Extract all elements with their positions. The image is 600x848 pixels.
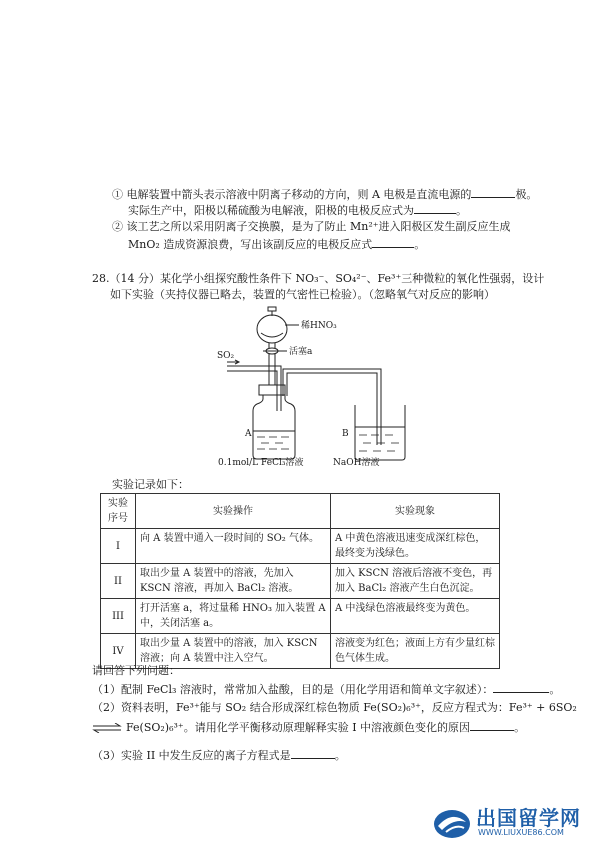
flask-a-letter: A bbox=[245, 429, 252, 439]
logo-emblem-icon bbox=[432, 802, 472, 842]
q27-item1-text1: ① 电解装置中箭头表示溶液中阴离子移动的方向，则 A 电极是直流电源的 bbox=[112, 188, 472, 201]
answer-blank[interactable] bbox=[470, 719, 514, 731]
watermark-logo bbox=[432, 800, 592, 844]
qa3-end: 。 bbox=[334, 749, 346, 762]
qa2-line1: （2）资料表明，Fe³⁺能与 SO₂ 结合形成深红棕色物质 Fe(SO₂)₆³⁺，反应方程式为：Fe³⁺ + 6SO₂ bbox=[92, 701, 577, 714]
answer-blank[interactable] bbox=[493, 681, 549, 693]
q27-item1-line1 bbox=[112, 186, 537, 202]
row-observation: 溶液变为红色；液面上方有少量红棕色气体生成。 bbox=[331, 634, 500, 669]
qa3-line bbox=[92, 747, 346, 763]
qa2-text2: Fe(SO₂)₆³⁺。请用化学平衡移动原理解释实验 I 中溶液颜色变化的原因 bbox=[126, 721, 471, 734]
header-operation: 实验操作 bbox=[136, 494, 331, 529]
qa1-line bbox=[92, 681, 560, 697]
qa3-text: （3）实验 II 中发生反应的离子方程式是 bbox=[92, 749, 291, 762]
flask-a-solution-label: 0.1mol/L FeCl₃溶液 bbox=[218, 458, 304, 468]
row-operation: 向 A 装置中通入一段时间的 SO₂ 气体。 bbox=[136, 529, 331, 564]
row-no: IV bbox=[101, 634, 136, 669]
answer-blank[interactable] bbox=[372, 236, 414, 248]
row-no: II bbox=[101, 564, 136, 599]
q27-item1-line2 bbox=[128, 202, 467, 218]
funnel-stopper bbox=[268, 307, 276, 311]
q27-item1-end2: 。 bbox=[456, 204, 467, 217]
experiment-table bbox=[100, 493, 500, 669]
header-observation: 实验现象 bbox=[331, 494, 500, 529]
so2-inlet-tube bbox=[227, 366, 281, 411]
q27-item1-end1: 极。 bbox=[515, 188, 538, 201]
table-row bbox=[101, 564, 500, 599]
header-no: 实验 序号 bbox=[101, 494, 136, 529]
funnel-bulb bbox=[257, 315, 287, 343]
flask-a bbox=[253, 395, 295, 459]
row-no: III bbox=[101, 599, 136, 634]
record-title: 实验记录如下： bbox=[112, 478, 189, 491]
row-operation: 打开活塞 a，将过量稀 HNO₃ 加入装置 A 中，关闭活塞 a。 bbox=[136, 599, 331, 634]
q27-item2-line1: ② 该工艺之所以采用阴离子交换膜，是为了防止 Mn²⁺进入阳极区发生副反应生成 bbox=[112, 220, 511, 233]
so2-label: SO₂ bbox=[217, 351, 235, 361]
row-operation: 取出少量 A 装置中的溶液，先加入 KSCN 溶液，再加入 BaCl₂ 溶液。 bbox=[136, 564, 331, 599]
valve-label: 活塞a bbox=[289, 347, 313, 357]
qa2-end: 。 bbox=[514, 721, 526, 734]
q27-item1-text2: 实际生产中，阳极以稀硫酸为电解液，阳极的电极反应式为 bbox=[128, 204, 414, 217]
q27-item2-text2: MnO₂ 造成资源浪费，写出该副反应的电极反应式 bbox=[128, 238, 373, 251]
equilibrium-arrow-icon bbox=[92, 723, 122, 733]
answer-intro: 请回答下列问题： bbox=[92, 664, 180, 677]
qa1-end: 。 bbox=[549, 683, 561, 696]
qa1-text: （1）配制 FeCl₃ 溶液时，常常加入盐酸，目的是（用化学用语和简单文字叙述）： bbox=[92, 683, 494, 696]
logo-brand-text: 出国留学网 bbox=[476, 806, 581, 830]
row-operation: 取出少量 A 装置中的溶液，加入 KSCN 溶液；向 A 装置中注入空气。 bbox=[136, 634, 331, 669]
row-observation: 加入 KSCN 溶液后溶液不变色，再加入 BaCl₂ 溶液产生白色沉淀。 bbox=[331, 564, 500, 599]
table-header-row bbox=[101, 494, 500, 529]
q28-line1: 28.（14 分）某化学小组探究酸性条件下 NO₃⁻、SO₄²⁻、Fe³⁺三种微粒的氧化性强弱，设计 bbox=[92, 272, 545, 285]
logo-url-text: WWW.LIUXUE86.COM bbox=[478, 828, 564, 837]
answer-blank[interactable] bbox=[471, 186, 515, 198]
answer-blank[interactable] bbox=[414, 202, 456, 214]
outlet-tube bbox=[283, 369, 381, 445]
answer-blank[interactable] bbox=[291, 747, 335, 759]
flask-b-letter: B bbox=[342, 429, 349, 439]
flask-b-solution-label: NaOH溶液 bbox=[333, 458, 380, 468]
q28-line2: 如下实验（夹持仪器已略去，装置的气密性已检验）。（忽略氧气对反应的影响） bbox=[110, 288, 495, 301]
funnel-label: 稀HNO₃ bbox=[301, 321, 337, 331]
flask-a-liquid-hatch bbox=[257, 437, 289, 449]
q27-item2-end2: 。 bbox=[414, 238, 426, 251]
table-row bbox=[101, 529, 500, 564]
row-observation: A 中浅绿色溶液最终变为黄色。 bbox=[331, 599, 500, 634]
funnel-liquid bbox=[261, 333, 283, 337]
table-row bbox=[101, 599, 500, 634]
qa2-line2 bbox=[92, 719, 525, 735]
beaker-b bbox=[355, 405, 405, 460]
row-no: I bbox=[101, 529, 136, 564]
beaker-b-liquid-hatch bbox=[359, 435, 399, 451]
q27-item2-line2 bbox=[128, 236, 425, 252]
row-observation: A 中黄色溶液迅速变成深红棕色，最终变为浅绿色。 bbox=[331, 529, 500, 564]
